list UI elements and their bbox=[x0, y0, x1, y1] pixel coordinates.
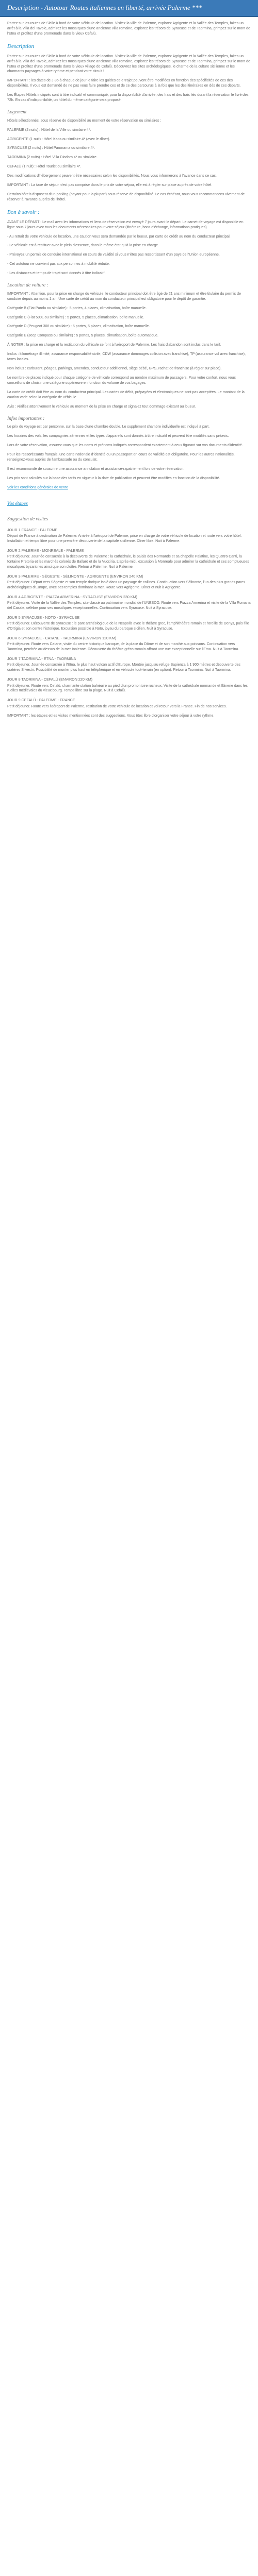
page-title: Description - Autotour Routes italiennes en liberté, arrivée Palerme *** bbox=[7, 4, 202, 11]
logement-paragraph: Des modifications d'hébergement peuvent être nécessaires selon les disponibilités. Nous vous informerons à l'avance dans ce cas. bbox=[7, 174, 217, 178]
bon-a-savoir-paragraph: - Au retrait de votre véhicule de location, une caution vous sera demandée par le loueur, par carte de crédit au nom du conducteur principal. bbox=[7, 234, 231, 239]
location-paragraph: Inclus : kilométrage illimité, assurance responsabilité civile, CDW (assurance dommages collision avec franchise), TP (assurance vol avec franchise), taxes locales. bbox=[7, 352, 246, 362]
location-paragraph: Avis : vérifiez attentivement le véhicule au moment de la prise en charge et signalez tout dommage existant au loueur. bbox=[7, 404, 196, 409]
stop-title: JOUR 2 PALERME - MONREALE - PALERME bbox=[7, 548, 84, 553]
location-paragraph: La carte de crédit doit être au nom du conducteur principal. Les cartes de débit, prépayées et électroniques ne sont pas acceptées. Le montant de la caution varie selon la catégorie de véhicule. bbox=[7, 390, 245, 399]
logement-paragraph: IMPORTANT : La taxe de séjour n'est pas comprise dans le prix de votre séjour, elle est à régler sur place auprès de votre hôtel. bbox=[7, 183, 213, 188]
stop-item bbox=[7, 548, 251, 570]
stop-item bbox=[7, 677, 251, 693]
stop-title: JOUR 8 TAORMINA - CEFALÙ (ENVIRON 220 KM) bbox=[7, 677, 93, 682]
infos-paragraph: Il est recommandé de souscrire une assurance annulation et assistance-rapatriement lors de votre réservation. bbox=[7, 467, 185, 471]
stop-text: Petit déjeuner. Route vers l'aéroport de Palerme, restitution de votre véhicule de location et vol retour vers la France. Fin de nos services. bbox=[7, 704, 227, 708]
infos-paragraph: Le prix du voyage est par personne, sur la base d'une chambre double. Le supplément chambre individuelle est indiqué à part. bbox=[7, 425, 210, 429]
location-paragraph: Catégorie E (Jeep Compass ou similaire) : 5 portes, 5 places, climatisation, boîte automatique. bbox=[7, 334, 158, 338]
bon-a-savoir-paragraph: AVANT LE DÉPART : Le mail avec les informations et liens de réservation est envoyé 7 jours avant le départ. Le carnet de voyage est disponible en ligne sous 7 jours avec tous les documents nécessaires pour votre séjour (itinéraire, bons d'échange, informations pratiques). bbox=[7, 220, 244, 229]
stop-item bbox=[7, 656, 251, 673]
stop-text: Petit déjeuner. Départ vers Ségeste et son temple dorique isolé dans un paysage de collines. Continuation vers Sélinonte, l'un des plus grands parcs archéologiques d'Europe, avec ses temples dominant la mer. Route vers Agrigente. Dîner et nuit à Agrigente. bbox=[7, 581, 245, 589]
logement-paragraph: TAORMINA (2 nuits) : Hôtel Villa Diodoro 4* ou similaire. bbox=[7, 156, 98, 160]
stop-item bbox=[7, 698, 251, 709]
bon-a-savoir-paragraph: - Cet autotour ne convient pas aux personnes à mobilité réduite. bbox=[7, 262, 110, 266]
logement-paragraph: AGRIGENTE (1 nuit) : Hôtel Kaos ou similaire 4* (avec le dîner). bbox=[7, 137, 110, 141]
infos-paragraph: Pour les ressortissants français, une carte nationale d'identité ou un passeport en cours de validité est obligatoire. Pour les autres nationalités, renseignez-vous auprès de l'ambassade ou du consulat. bbox=[7, 453, 235, 462]
logement-paragraph: SYRACUSE (2 nuits) : Hôtel Panorama ou similaire 4*. bbox=[7, 146, 95, 150]
stop-item bbox=[7, 636, 251, 652]
description-paragraph: IMPORTANT : les dates de J-36 à chaque de jour le faire les guides et le trajet peuvent être modifiées en fonction des spécificités de ces des disponibilités. Il vous est demandé de ne pas vous faire prendre ces et de ce des parcourus à la fois que les des itinéraires en dés de ces départs. bbox=[7, 79, 241, 88]
stop-text: Départ de France à destination de Palerme. Arrivée à l'aéroport de Palerme, prise en charge de votre véhicule de location et route vers votre hôtel. Installation et temps libre pour une première découverte de la capitale sicilienne. Dîner libre. Nuit à Palerme. bbox=[7, 534, 242, 543]
location-paragraph: Le nombre de places indiqué pour chaque catégorie de véhicule correspond au nombre maximum de passagers. Pour votre confort, nous vous conseillons de choisir une catégorie supérieure en fonction du volume de vos bagages. bbox=[7, 376, 236, 385]
stop-title: JOUR 5 SYRACUSE - NOTO - SYRACUSE bbox=[7, 615, 80, 620]
location-paragraph: IMPORTANT : Attention, pour la prise en charge du véhicule, le conducteur principal doit être âgé de 21 ans minimum et être titulaire du permis de conduire depuis au moins 1 an. Une carte de crédit au nom du conducteur principal est obligatoire pour le dépôt de garantie. bbox=[7, 292, 241, 301]
location-paragraph: Non inclus : carburant, péages, parkings, amendes, conducteur additionnel, siège bébé, GPS, rachat de franchise (à régler sur place). bbox=[7, 367, 222, 371]
location-paragraph: Catégorie D (Peugeot 308 ou similaire) : 5 portes, 5 places, climatisation, boîte manuelle. bbox=[7, 325, 150, 329]
page-banner bbox=[0, 0, 258, 17]
location-paragraph: Catégorie C (Fiat 500L ou similaire) : 5 portes, 5 places, climatisation, boîte manuelle. bbox=[7, 315, 144, 319]
stop-title: JOUR 4 AGRIGENTE - PIAZZA ARMERINA - SYRACUSE (ENVIRON 230 KM) bbox=[7, 594, 138, 599]
logement-paragraph: CEFALÙ (1 nuit) : Hôtel Tourist ou similaire 4*. bbox=[7, 165, 82, 169]
stop-item bbox=[7, 595, 251, 611]
stop-item bbox=[7, 615, 251, 632]
itinerary-heading-link[interactable]: Vos étapes bbox=[7, 501, 28, 506]
suggestion-heading: Suggestion de visites bbox=[7, 517, 49, 522]
stop-title: JOUR 9 CEFALÙ - PALERME - FRANCE bbox=[7, 698, 75, 703]
location-paragraph: Catégorie B (Fiat Panda ou similaire) : 5 portes, 4 places, climatisation, boîte manuelle. bbox=[7, 306, 147, 310]
stop-item bbox=[7, 574, 251, 590]
stop-text: Petit déjeuner. Visite de la Vallée des Temples, site classé au patrimoine mondial de l'UNESCO. Route vers Piazza Armerina et visite de la Villa Romana del Casale, célèbre pour ses mosaïques exceptionnelles. Continuation vers Syracuse. Nuit à Syracuse. bbox=[7, 601, 251, 611]
stop-text: Petit déjeuner. Route vers Catane, visite du centre historique baroque, de la place du Dôme et de son marché aux poissons. Continuation vers Taormina, perchée au-dessus de la mer Ionienne. Découverte du théâtre gréco-romain offrant une vue exceptionnelle sur l'Etna. Nuit à Taormina. bbox=[7, 642, 239, 652]
infos-paragraph: Les horaires des vols, les compagnies aériennes et les types d'appareils sont donnés à titre indicatif et peuvent être modifiés sans préavis. bbox=[7, 434, 229, 438]
location-paragraph: À NOTER : la prise en charge et la restitution du véhicule se font à l'aéroport de Palerme. Les frais d'abandon sont inclus dans le tarif. bbox=[7, 343, 221, 347]
bon-a-savoir-paragraph: - Les distances et temps de trajet sont donnés à titre indicatif. bbox=[7, 272, 106, 276]
intro-text: Partez sur les routes de Sicile à bord de votre véhicule de location. Visitez la ville de Palerme, explorez Agrigente et la Vallée des Temples, faites un arrêt à la Villa del Tavole, admirez les mosaïques d'une ancienne villa romaine, explorez les trésors de Syracuse et de Taormina, grimpez sur le mont de l'Etna et profitez d'une promenade dans le vieux Cefalù. bbox=[7, 22, 250, 36]
description-heading: Description bbox=[7, 43, 34, 50]
stop-text: Petit déjeuner. Journée consacrée à l'Etna, le plus haut volcan actif d'Europe. Montée jusqu'au refuge Sapienza à 1 900 mètres et découverte des cratères Silvestri. Possibilité de monter plus haut en téléphérique et en véhicule tout-terrain (en option). Retour à Taormina. Nuit à Taormina. bbox=[7, 663, 240, 672]
main-content bbox=[0, 17, 258, 732]
stop-text: Petit déjeuner. Découverte de Syracuse : le parc archéologique de la Neapolis avec le théâtre grec, l'amphithéâtre romain et l'oreille de Denys, puis l'île d'Ortigia et son centre historique. Excursion possible à Noto, joyau du baroque sicilien. Nuit à Syracuse. bbox=[7, 622, 249, 631]
logement-heading: Logement bbox=[7, 110, 27, 115]
infos-heading: Infos importantes : bbox=[7, 416, 45, 421]
infos-paragraph: Les prix sont calculés sur la base des tarifs en vigueur à la date de publication et peuvent être modifiés en fonction de la disponibilité. bbox=[7, 476, 220, 480]
stop-title: JOUR 1 FRANCE - PALERME bbox=[7, 527, 58, 532]
stop-title: JOUR 6 SYRACUSE - CATANE - TAORMINA (ENVIRON 120 KM) bbox=[7, 636, 117, 641]
stop-item bbox=[7, 528, 251, 544]
logement-paragraph: PALERME (2 nuits) : Hôtel de la Ville ou similaire 4*. bbox=[7, 128, 91, 132]
location-heading: Location de voiture : bbox=[7, 283, 49, 289]
description-paragraph: Les Étapes Hôtels indiqués sont à titre indicatif et communiqué, pour la disponibilité d'arrivée, des frais et des frais liés durant la réservation le livré des 72h. En cas d'indisponibilité, un hôtel du même catégorie sera proposé. bbox=[7, 93, 249, 103]
stop-title: JOUR 3 PALERME - SÉGESTE - SÉLINONTE - AGRIGENTE (ENVIRON 240 KM) bbox=[7, 573, 143, 579]
logement-paragraph: Hôtels sélectionnés, sous réserve de disponibilité au moment de votre réservation ou similaires : bbox=[7, 118, 162, 123]
bon-a-savoir-paragraph: - Le véhicule est à restituer avec le plein d'essence, dans le même état qu'à la prise en charge. bbox=[7, 244, 159, 248]
itinerary-footer: IMPORTANT : les étapes et les visites mentionnées sont des suggestions. Vous êtes libre d'organiser votre séjour à votre rythme. bbox=[7, 714, 215, 718]
conditions-link[interactable]: Voir les conditions générales de vente bbox=[7, 485, 68, 489]
logement-paragraph: Certains hôtels disposent d'un parking (payant pour la plupart) sous réserve de disponibilité. Le cas échéant, nous vous recommandons vivement de réserver à l'avance auprès de l'hôtel. bbox=[7, 193, 245, 202]
bon-a-savoir-heading: Bon à savoir : bbox=[7, 209, 40, 216]
stop-text: Petit déjeuner. Route vers Cefalù, charmante station balnéaire au pied d'un promontoire rocheux. Visite de la cathédrale normande et flânerie dans les ruelles médiévales du vieux bourg. Temps libre sur la plage. Nuit à Cefalù. bbox=[7, 684, 248, 693]
bon-a-savoir-paragraph: - Prévoyez un permis de conduire international en cours de validité si vous n'êtes pas ressortissant d'un pays de l'Union européenne. bbox=[7, 253, 220, 257]
stop-text: Petit déjeuner. Journée consacrée à la découverte de Palerme : la cathédrale, le palais des Normands et sa chapelle Palatine, les Quattro Canti, la fontaine Pretoria et les marchés colorés de Ballarò et de la Vucciria. L'après-midi, excursion à Monreale pour admirer la cathédrale et ses somptueuses mosaïques byzantines ainsi que son cloître. Retour à Palerme. Nuit à Palerme. bbox=[7, 555, 249, 569]
description-paragraph: Partez sur les routes de Sicile à bord de votre véhicule de location. Visitez la ville de Palerme, explorez Agrigente et la Vallée des Temples, faites un arrêt à la Villa del Tavole, admirez les mosaïques d'une ancienne villa romaine, explorez les trésors de Syracuse et de Taormina, grimpez sur le mont de l'Etna et profitez d'une promenade dans le vieux village de Cefalù. Découvrez les sites archéologiques, le charme de la culture sicilienne et les charmants paysages à votre rythme et pendant votre circuit ! bbox=[7, 54, 250, 74]
stop-title: JOUR 7 TAORMINA - ETNA - TAORMINA bbox=[7, 656, 76, 662]
cgv-link-row bbox=[7, 485, 251, 490]
infos-paragraph: Lors de votre réservation, assurez-vous que les noms et prénoms indiqués correspondent exactement à ceux figurant sur vos documents d'identité. bbox=[7, 444, 243, 448]
